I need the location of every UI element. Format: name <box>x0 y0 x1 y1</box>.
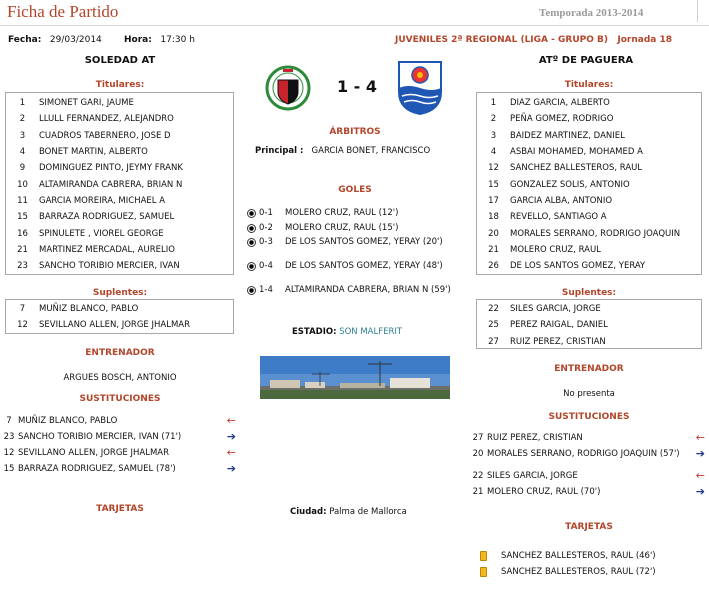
substitution-row <box>469 471 705 485</box>
player-number: 21 <box>472 487 484 497</box>
player-name: SILES GARCIA, JORGE <box>510 304 601 315</box>
list-item <box>477 242 701 258</box>
away-cards-list <box>480 548 700 580</box>
player-name: SIMONET GARI, JAUME <box>39 98 134 109</box>
arrow-right-icon: ➔ <box>695 485 705 498</box>
player-number: 1 <box>490 98 497 109</box>
player-name: BARRAZA RODRIGUEZ, SAMUEL <box>39 212 175 223</box>
player-number: 10 <box>17 179 28 190</box>
football-icon <box>247 238 256 247</box>
player-name: ASBAI MOHAMED, MOHAMED A <box>510 147 643 158</box>
referee: Principal : GARCIA BONET, FRANCISCO <box>255 146 431 156</box>
list-item <box>6 160 233 176</box>
goal-scorer: MOLERO CRUZ, RAUL (15') <box>285 222 399 233</box>
player-number: 12 <box>3 448 15 458</box>
player-number: 3 <box>490 130 497 141</box>
list-item <box>477 111 701 127</box>
arrow-left-icon: ← <box>695 431 705 444</box>
player-number: 22 <box>488 304 499 315</box>
goal-row <box>247 223 472 238</box>
away-team-crest <box>396 58 444 116</box>
home-team-crest <box>265 62 311 114</box>
list-item <box>6 176 233 192</box>
player-name: GARCIA MOREIRA, MICHAEL A <box>39 195 166 206</box>
player-name: MARTINEZ MERCADAL, AURELIO <box>39 244 175 255</box>
player-name: MORALES SERRANO, RODRIGO JOAQUIN (57') <box>487 449 680 459</box>
player-number: 23 <box>3 432 15 442</box>
player-name: DE LOS SANTOS GOMEZ, YERAY <box>510 261 646 272</box>
list-item <box>6 209 233 225</box>
player-name: RUIZ PEREZ, CRISTIAN <box>510 336 606 347</box>
list-item <box>6 258 233 274</box>
player-number: 2 <box>19 114 26 125</box>
home-starters-label: Titulares: <box>95 80 145 90</box>
referees-label: ÁRBITROS <box>329 127 381 137</box>
away-coach-label: ENTRENADOR <box>554 364 624 374</box>
list-item <box>477 225 701 241</box>
goals-label: GOLES <box>338 185 372 195</box>
list-item <box>6 317 233 333</box>
away-starters-list <box>476 92 702 275</box>
player-name: SEVILLANO ALLEN, JORGE JHALMAR <box>18 448 170 458</box>
player-number: 27 <box>472 433 484 443</box>
match-time: Hora: 17:30 h <box>124 35 195 45</box>
goal-scorer: ALTAMIRANDA CABRERA, BRIAN N (59') <box>285 285 451 295</box>
home-cards-label: TARJETAS <box>96 504 144 514</box>
list-item <box>477 144 701 160</box>
substitution-row <box>0 416 236 430</box>
card-row <box>480 548 700 564</box>
football-icon <box>247 286 256 295</box>
player-number: 20 <box>488 228 499 239</box>
player-name: RUIZ PEREZ, CRISTIAN <box>487 433 583 443</box>
player-number: 2 <box>490 114 497 125</box>
goal-row <box>247 261 472 285</box>
list-item <box>6 128 233 144</box>
player-name: SEVILLANO ALLEN, JORGE JHALMAR <box>39 320 191 331</box>
player-name: SILES GARCIA, JORGE <box>487 471 578 481</box>
away-cards-label: TARJETAS <box>565 522 613 532</box>
away-subs-list <box>476 299 702 349</box>
player-number: 18 <box>488 212 499 223</box>
player-name: GONZALEZ SOLIS, ANTONIO <box>510 179 630 190</box>
list-item <box>477 317 701 333</box>
player-number: 3 <box>19 130 26 141</box>
player-name: CUADROS TABERNERO, JOSE D <box>39 130 171 141</box>
substitution-row <box>0 464 236 478</box>
goals-list <box>247 208 472 309</box>
player-number: 7 <box>19 304 26 315</box>
away-coach: No presenta <box>563 389 615 399</box>
player-name: PEREZ RAIGAL, DANIEL <box>510 320 608 331</box>
player-number: 21 <box>488 244 499 255</box>
substitution-row <box>0 448 236 462</box>
player-number: 1 <box>19 98 26 109</box>
goal-row <box>247 285 472 309</box>
goal-scorer: DE LOS SANTOS GOMEZ, YERAY (20') <box>285 237 443 247</box>
stadium-photo <box>260 356 450 399</box>
player-number: 9 <box>19 163 26 174</box>
arrow-right-icon: ➔ <box>226 462 236 475</box>
player-name: BAIDEZ MARTINEZ, DANIEL <box>510 130 625 141</box>
list-item <box>6 144 233 160</box>
divider <box>697 0 698 22</box>
player-number: 23 <box>17 261 28 272</box>
player-name: DOMINGUEZ PINTO, JEYMY FRANK <box>39 163 183 174</box>
player-number: 27 <box>488 336 499 347</box>
arrow-right-icon: ➔ <box>695 447 705 460</box>
competition: JUVENILES 2ª REGIONAL (LIGA - GRUPO B) Jornada 18 <box>395 35 673 45</box>
goal-scorer: MOLERO CRUZ, RAUL (12') <box>285 208 399 218</box>
player-number: 15 <box>17 212 28 223</box>
list-item <box>6 301 233 317</box>
list-item <box>477 209 701 225</box>
player-name: DIAZ GARCIA, ALBERTO <box>510 98 610 109</box>
arrow-left-icon: ← <box>226 446 236 459</box>
goal-score: 0-3 <box>259 237 273 247</box>
divider <box>0 25 709 26</box>
home-subs-list <box>5 299 234 334</box>
player-name: GARCIA ALBA, ANTONIO <box>510 195 613 206</box>
goal-score: 1-4 <box>259 285 273 295</box>
football-icon <box>247 262 256 271</box>
player-number: 26 <box>488 261 499 272</box>
away-subs-label: Suplentes: <box>561 288 617 298</box>
player-name: REVELLO, SANTIAGO A <box>510 212 607 223</box>
player-name: BONET MARTIN, ALBERTO <box>39 147 148 158</box>
player-number: 25 <box>488 320 499 331</box>
home-coach: ARGUES BOSCH, ANTONIO <box>63 373 177 383</box>
football-icon <box>247 209 256 218</box>
player-name: MOLERO CRUZ, RAUL <box>510 244 601 255</box>
player-name: MUÑIZ BLANCO, PABLO <box>39 304 139 315</box>
player-number: 7 <box>6 416 12 426</box>
list-item <box>6 95 233 111</box>
list-item <box>477 301 701 317</box>
city: Ciudad: Palma de Mallorca <box>290 507 407 517</box>
player-number: 4 <box>490 147 497 158</box>
player-name: BARRAZA RODRIGUEZ, SAMUEL (78') <box>18 464 176 474</box>
player-name: ALTAMIRANDA CABRERA, BRIAN N <box>39 179 183 190</box>
player-name: SANCHEZ BALLESTEROS, RAUL <box>510 163 643 174</box>
list-item <box>477 128 701 144</box>
player-name: MUÑIZ BLANCO, PABLO <box>18 416 118 426</box>
goal-row <box>247 237 472 261</box>
player-number: 15 <box>488 179 499 190</box>
home-team-name: SOLEDAD AT <box>84 55 156 66</box>
player-name: SPINULETE , VIOREL GEORGE <box>39 228 164 239</box>
page-title: Ficha de Partido <box>7 2 119 21</box>
player-name: MORALES SERRANO, RODRIGO JOAQUIN <box>510 228 681 239</box>
list-item <box>6 225 233 241</box>
player-name: SANCHO TORIBIO MERCIER, IVAN (71') <box>18 432 182 442</box>
player-number: 22 <box>472 471 484 481</box>
away-changes-label: SUSTITUCIONES <box>548 412 630 422</box>
player-name: SANCHEZ BALLESTEROS, RAUL (46') <box>501 551 656 561</box>
card-row <box>480 564 700 580</box>
player-name: LLULL FERNANDEZ, ALEJANDRO <box>39 114 174 125</box>
away-changes-list <box>469 433 705 503</box>
list-item <box>477 176 701 192</box>
substitution-row <box>469 433 705 447</box>
arrow-right-icon: ➔ <box>226 430 236 443</box>
list-item <box>6 193 233 209</box>
goal-score: 0-4 <box>259 261 273 271</box>
arrow-left-icon: ← <box>695 469 705 482</box>
yellow-card-icon <box>480 567 487 577</box>
player-name: SANCHEZ BALLESTEROS, RAUL (72') <box>501 567 656 577</box>
arrow-left-icon: ← <box>226 414 236 427</box>
home-changes-list <box>0 416 236 480</box>
list-item <box>477 258 701 274</box>
list-item <box>477 160 701 176</box>
substitution-row <box>469 449 705 469</box>
player-number: 21 <box>17 244 28 255</box>
goal-score: 0-2 <box>259 222 273 233</box>
list-item <box>477 334 701 350</box>
player-number: 16 <box>17 228 28 239</box>
home-coach-label: ENTRENADOR <box>85 348 155 358</box>
substitution-row <box>469 487 705 501</box>
substitution-row <box>0 432 236 446</box>
player-number: 15 <box>3 464 15 474</box>
player-number: 12 <box>488 163 499 174</box>
home-changes-label: SUSTITUCIONES <box>79 394 161 404</box>
player-number: 12 <box>17 320 28 331</box>
player-number: 11 <box>17 195 28 206</box>
player-name: PEÑA GOMEZ, RODRIGO <box>510 114 614 125</box>
list-item <box>6 242 233 258</box>
season-label: Temporada 2013-2014 <box>539 7 644 19</box>
player-number: 20 <box>472 449 484 459</box>
list-item <box>477 193 701 209</box>
stadium: ESTADIO: SON MALFERIT <box>292 327 403 337</box>
football-icon <box>247 224 256 233</box>
match-date: Fecha: 29/03/2014 <box>8 35 102 45</box>
home-subs-label: Suplentes: <box>92 288 148 298</box>
home-starters-list <box>5 92 234 275</box>
goal-row <box>247 208 472 223</box>
list-item <box>6 111 233 127</box>
match-score: 1 - 4 <box>336 77 378 96</box>
yellow-card-icon <box>480 551 487 561</box>
stadium-link[interactable]: SON MALFERIT <box>339 327 403 337</box>
goal-scorer: DE LOS SANTOS GOMEZ, YERAY (48') <box>285 261 443 271</box>
player-name: SANCHO TORIBIO MERCIER, IVAN <box>39 261 180 272</box>
away-team-name: ATº DE PAGUERA <box>538 55 634 66</box>
goal-score: 0-1 <box>259 208 273 218</box>
list-item <box>477 95 701 111</box>
away-starters-label: Titulares: <box>564 80 614 90</box>
player-number: 17 <box>488 195 499 206</box>
player-name: MOLERO CRUZ, RAUL (70') <box>487 487 601 497</box>
player-number: 4 <box>19 147 26 158</box>
